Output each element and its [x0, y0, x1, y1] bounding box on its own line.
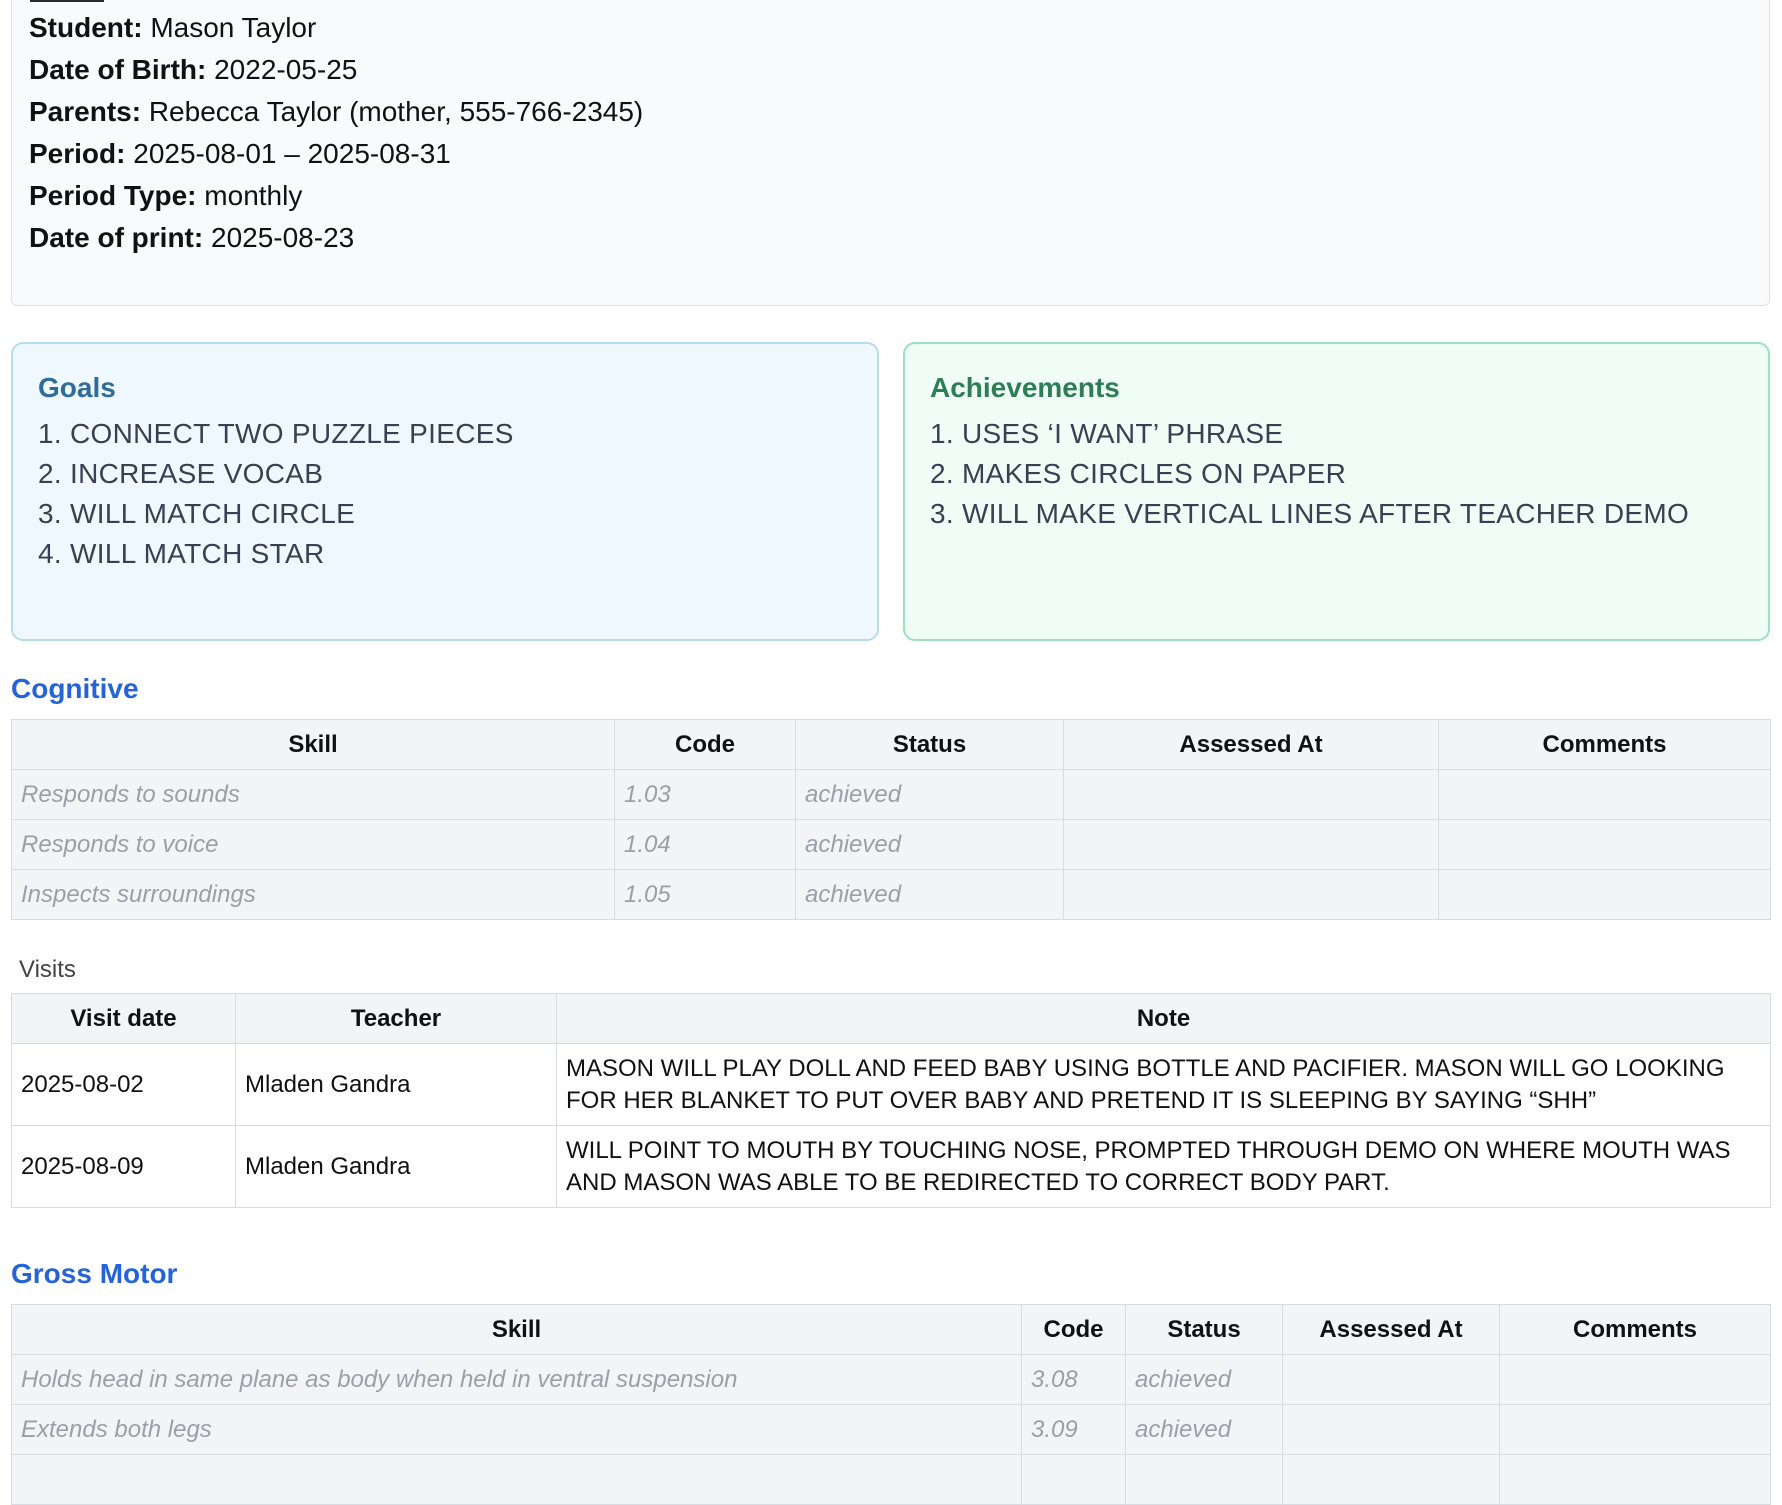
cognitive-title: Cognitive	[11, 673, 139, 704]
goals-list	[38, 414, 852, 574]
status-cell	[1126, 1455, 1283, 1505]
table-header-row	[12, 1305, 1771, 1355]
achievements-card	[903, 342, 1770, 641]
table-row	[12, 1044, 1771, 1126]
comments-cell	[1439, 770, 1771, 820]
assessed-at-cell	[1064, 820, 1439, 870]
achievement-item: 3. WILL MAKE VERTICAL LINES AFTER TEACHER DEMO	[930, 498, 1690, 529]
comments-cell	[1500, 1405, 1771, 1455]
col-header-skill: Skill	[12, 720, 615, 770]
col-header-teacher: Teacher	[236, 994, 557, 1044]
teacher-cell: Mladen Gandra	[236, 1126, 557, 1208]
table-header-row	[12, 720, 1771, 770]
col-header-note: Note	[557, 994, 1771, 1044]
status-cell: achieved	[1126, 1355, 1283, 1405]
visits-label: Visits	[19, 956, 76, 983]
goal-item: 4. WILL MATCH STAR	[38, 538, 325, 569]
goals-title: Goals	[38, 372, 116, 403]
col-header-assessed-at: Assessed At	[1064, 720, 1439, 770]
note-cell: MASON WILL PLAY DOLL AND FEED BABY USING BOTTLE AND PACIFIER. MASON WILL GO LOOKING FOR HER BLANKET TO PUT OVER BABY AND PRETEND IT IS SLEEPING BY SAYING “SHH”	[557, 1044, 1771, 1126]
period-value: 2025-08-01 – 2025-08-31	[133, 138, 451, 169]
col-header-code: Code	[615, 720, 796, 770]
cognitive-table	[11, 719, 1771, 920]
col-header-skill: Skill	[12, 1305, 1022, 1355]
skill-cell: Responds to sounds	[12, 770, 615, 820]
dob-value: 2022-05-25	[214, 54, 358, 85]
goal-item: 1. CONNECT TWO PUZZLE PIECES	[38, 418, 514, 449]
code-cell: 1.04	[615, 820, 796, 870]
parents-row: Parents: Rebecca Taylor (mother, 555-766-2345)	[29, 96, 644, 127]
skill-cell: Holds head in same plane as body when held in ventral suspension	[12, 1355, 1022, 1405]
comments-cell	[1439, 870, 1771, 920]
assessed-at-cell	[1283, 1455, 1500, 1505]
code-cell	[1022, 1455, 1126, 1505]
visits-table	[11, 993, 1771, 1208]
goals-card	[11, 342, 879, 641]
visit-date-cell: 2025-08-09	[12, 1126, 236, 1208]
student-row: Student: Mason Taylor	[29, 12, 317, 43]
comments-cell	[1439, 820, 1771, 870]
student-info-panel	[11, 0, 1770, 306]
table-row	[12, 1355, 1771, 1405]
goal-item: 3. WILL MATCH CIRCLE	[38, 498, 356, 529]
skill-cell: Extends both legs	[12, 1405, 1022, 1455]
col-header-comments: Comments	[1500, 1305, 1771, 1355]
code-cell: 1.03	[615, 770, 796, 820]
assessed-at-cell	[1064, 870, 1439, 920]
table-row	[12, 820, 1771, 870]
code-cell: 1.05	[615, 870, 796, 920]
code-cell: 3.08	[1022, 1355, 1126, 1405]
print-date-row: Date of print: 2025-08-23	[29, 222, 355, 253]
table-row	[12, 770, 1771, 820]
status-cell: achieved	[796, 870, 1064, 920]
achievements-title: Achievements	[930, 372, 1120, 403]
teacher-cell: Mladen Gandra	[236, 1044, 557, 1126]
gross-motor-title: Gross Motor	[11, 1258, 178, 1289]
table-row	[12, 1455, 1771, 1505]
parents-value: Rebecca Taylor (mother, 555-766-2345)	[148, 96, 644, 127]
comments-cell	[1500, 1455, 1771, 1505]
col-header-status: Status	[796, 720, 1064, 770]
period-type-row: Period Type: monthly	[29, 180, 303, 211]
col-header-code: Code	[1022, 1305, 1126, 1355]
code-cell: 3.09	[1022, 1405, 1126, 1455]
status-cell: achieved	[796, 820, 1064, 870]
status-cell: achieved	[1126, 1405, 1283, 1455]
table-row	[12, 1126, 1771, 1208]
col-header-visit-date: Visit date	[12, 994, 236, 1044]
achievement-item: 2. MAKES CIRCLES ON PAPER	[930, 458, 1347, 489]
table-row	[12, 1405, 1771, 1455]
assessed-at-cell	[1283, 1405, 1500, 1455]
gross-motor-table	[11, 1304, 1771, 1505]
print-date-value: 2025-08-23	[211, 222, 355, 253]
note-cell: WILL POINT TO MOUTH BY TOUCHING NOSE, PROMPTED THROUGH DEMO ON WHERE MOUTH WAS AND MASON WAS ABLE TO BE REDIRECTED TO CORRECT BODY PART.	[557, 1126, 1771, 1208]
dob-row: Date of Birth: 2022-05-25	[29, 54, 358, 85]
goal-item: 2. INCREASE VOCAB	[38, 458, 324, 489]
col-header-assessed-at: Assessed At	[1283, 1305, 1500, 1355]
status-cell: achieved	[796, 770, 1064, 820]
assessed-at-cell	[1064, 770, 1439, 820]
skill-cell: Inspects surroundings	[12, 870, 615, 920]
table-header-row	[12, 994, 1771, 1044]
period-row: Period: 2025-08-01 – 2025-08-31	[29, 138, 451, 169]
col-header-status: Status	[1126, 1305, 1283, 1355]
skill-cell: Responds to voice	[12, 820, 615, 870]
comments-cell	[1500, 1355, 1771, 1405]
assessed-at-cell	[1283, 1355, 1500, 1405]
table-row	[12, 870, 1771, 920]
achievement-item: 1. USES ‘I WANT’ PHRASE	[930, 418, 1284, 449]
visit-date-cell: 2025-08-02	[12, 1044, 236, 1126]
period-type-value: monthly	[204, 180, 303, 211]
header-rule	[30, 0, 104, 2]
col-header-comments: Comments	[1439, 720, 1771, 770]
student-name: Mason Taylor	[150, 12, 317, 43]
skill-cell	[12, 1455, 1022, 1505]
achievements-list	[930, 414, 1743, 534]
